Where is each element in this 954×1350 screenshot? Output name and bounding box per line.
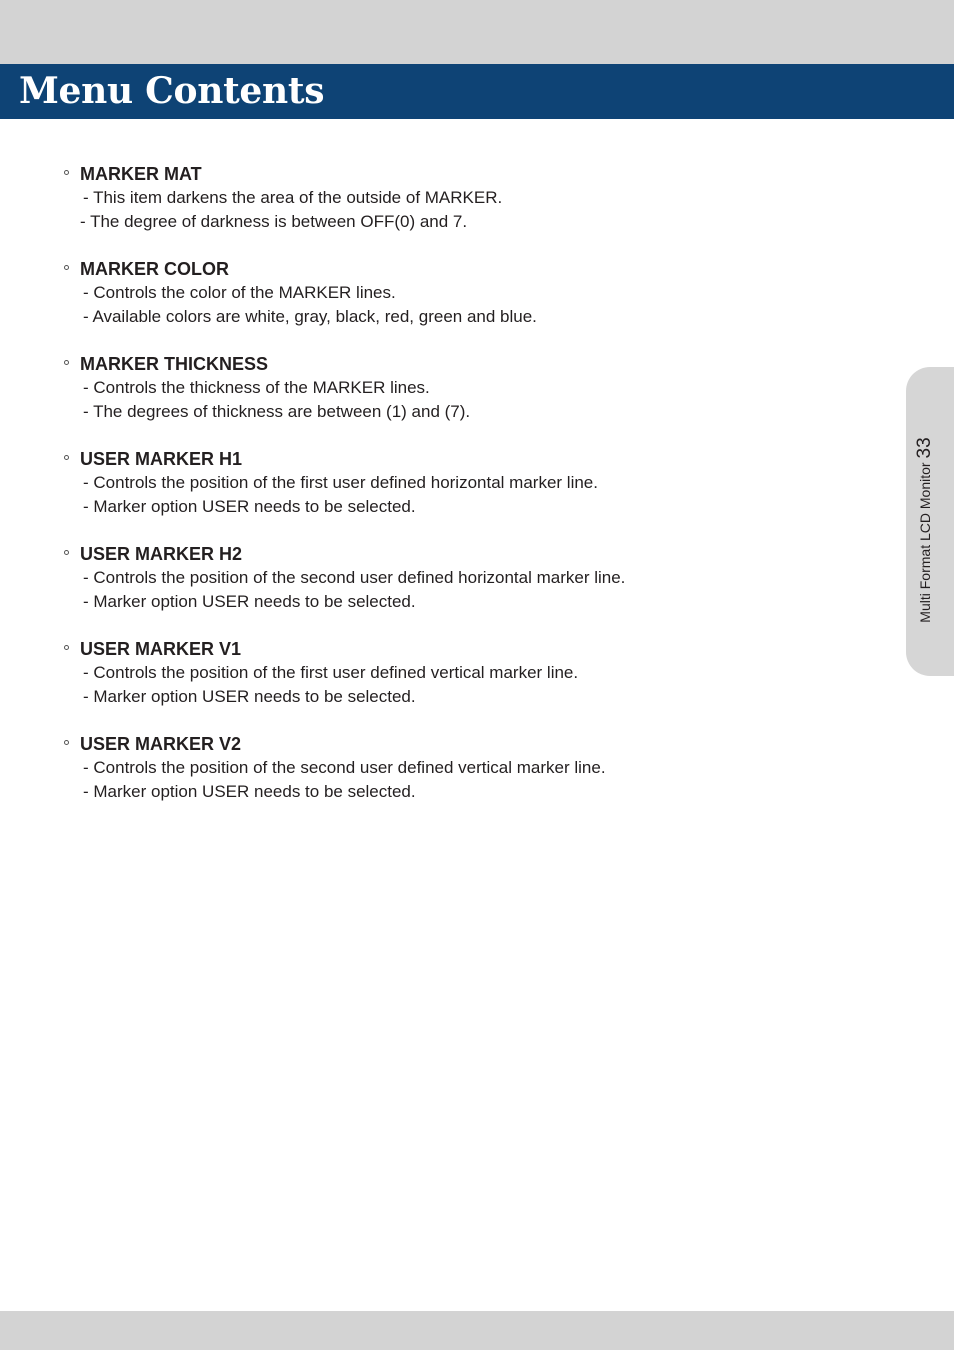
bullet-icon (64, 740, 69, 745)
item-description: - This item darkens the area of the outside of MARKER. (83, 188, 503, 207)
item-description: - Controls the position of the second user defined horizontal marker line. (83, 568, 626, 587)
item-title: USER MARKER H1 (80, 449, 243, 469)
item-description: - Controls the thickness of the MARKER lines. (83, 378, 430, 397)
item-title: USER MARKER V1 (80, 639, 242, 659)
list-item-user-marker-h2 (0, 540, 900, 635)
item-description: - Controls the position of the second user defined vertical marker line. (83, 758, 606, 777)
bullet-icon (64, 645, 69, 650)
item-description: - Marker option USER needs to be selected. (83, 782, 416, 801)
bottom-band (0, 1311, 954, 1350)
item-description: - Marker option USER needs to be selected. (83, 687, 416, 706)
bullet-icon (64, 265, 69, 270)
item-title: USER MARKER V2 (80, 734, 242, 754)
side-tab-label: Multi Format LCD Monitor (917, 462, 933, 623)
list-item-marker-mat (0, 160, 900, 255)
bullet-icon (64, 360, 69, 365)
list-item-marker-color (0, 255, 900, 350)
list-item-user-marker-h1 (0, 445, 900, 540)
list-item-user-marker-v1 (0, 635, 900, 730)
list-item-user-marker-v2 (0, 730, 900, 825)
item-description: - Marker option USER needs to be selected. (83, 592, 416, 611)
bullet-icon (64, 170, 69, 175)
item-title: MARKER MAT (80, 164, 202, 184)
item-description: - The degree of darkness is between OFF(0) and 7. (80, 212, 468, 231)
item-description: - Controls the color of the MARKER lines. (83, 283, 396, 302)
bullet-icon (64, 455, 69, 460)
item-description: - Controls the position of the first user defined horizontal marker line. (83, 473, 598, 492)
top-band (0, 0, 954, 64)
item-title: MARKER THICKNESS (80, 354, 269, 374)
list-item-marker-thickness (0, 350, 900, 445)
item-title: USER MARKER H2 (80, 544, 243, 564)
menu-contents-list (0, 160, 900, 825)
item-description: - Controls the position of the first user defined vertical marker line. (83, 663, 579, 682)
bullet-icon (64, 550, 69, 555)
page-number: 33 (914, 437, 935, 459)
item-description: - Available colors are white, gray, black, red, green and blue. (83, 307, 537, 326)
page-title: Menu Contents (19, 70, 325, 112)
side-tab-text (914, 437, 936, 622)
item-description: - The degrees of thickness are between (1) and (7). (83, 402, 471, 421)
title-bar (0, 64, 954, 119)
item-description: - Marker option USER needs to be selected. (83, 497, 416, 516)
item-title: MARKER COLOR (80, 259, 229, 279)
